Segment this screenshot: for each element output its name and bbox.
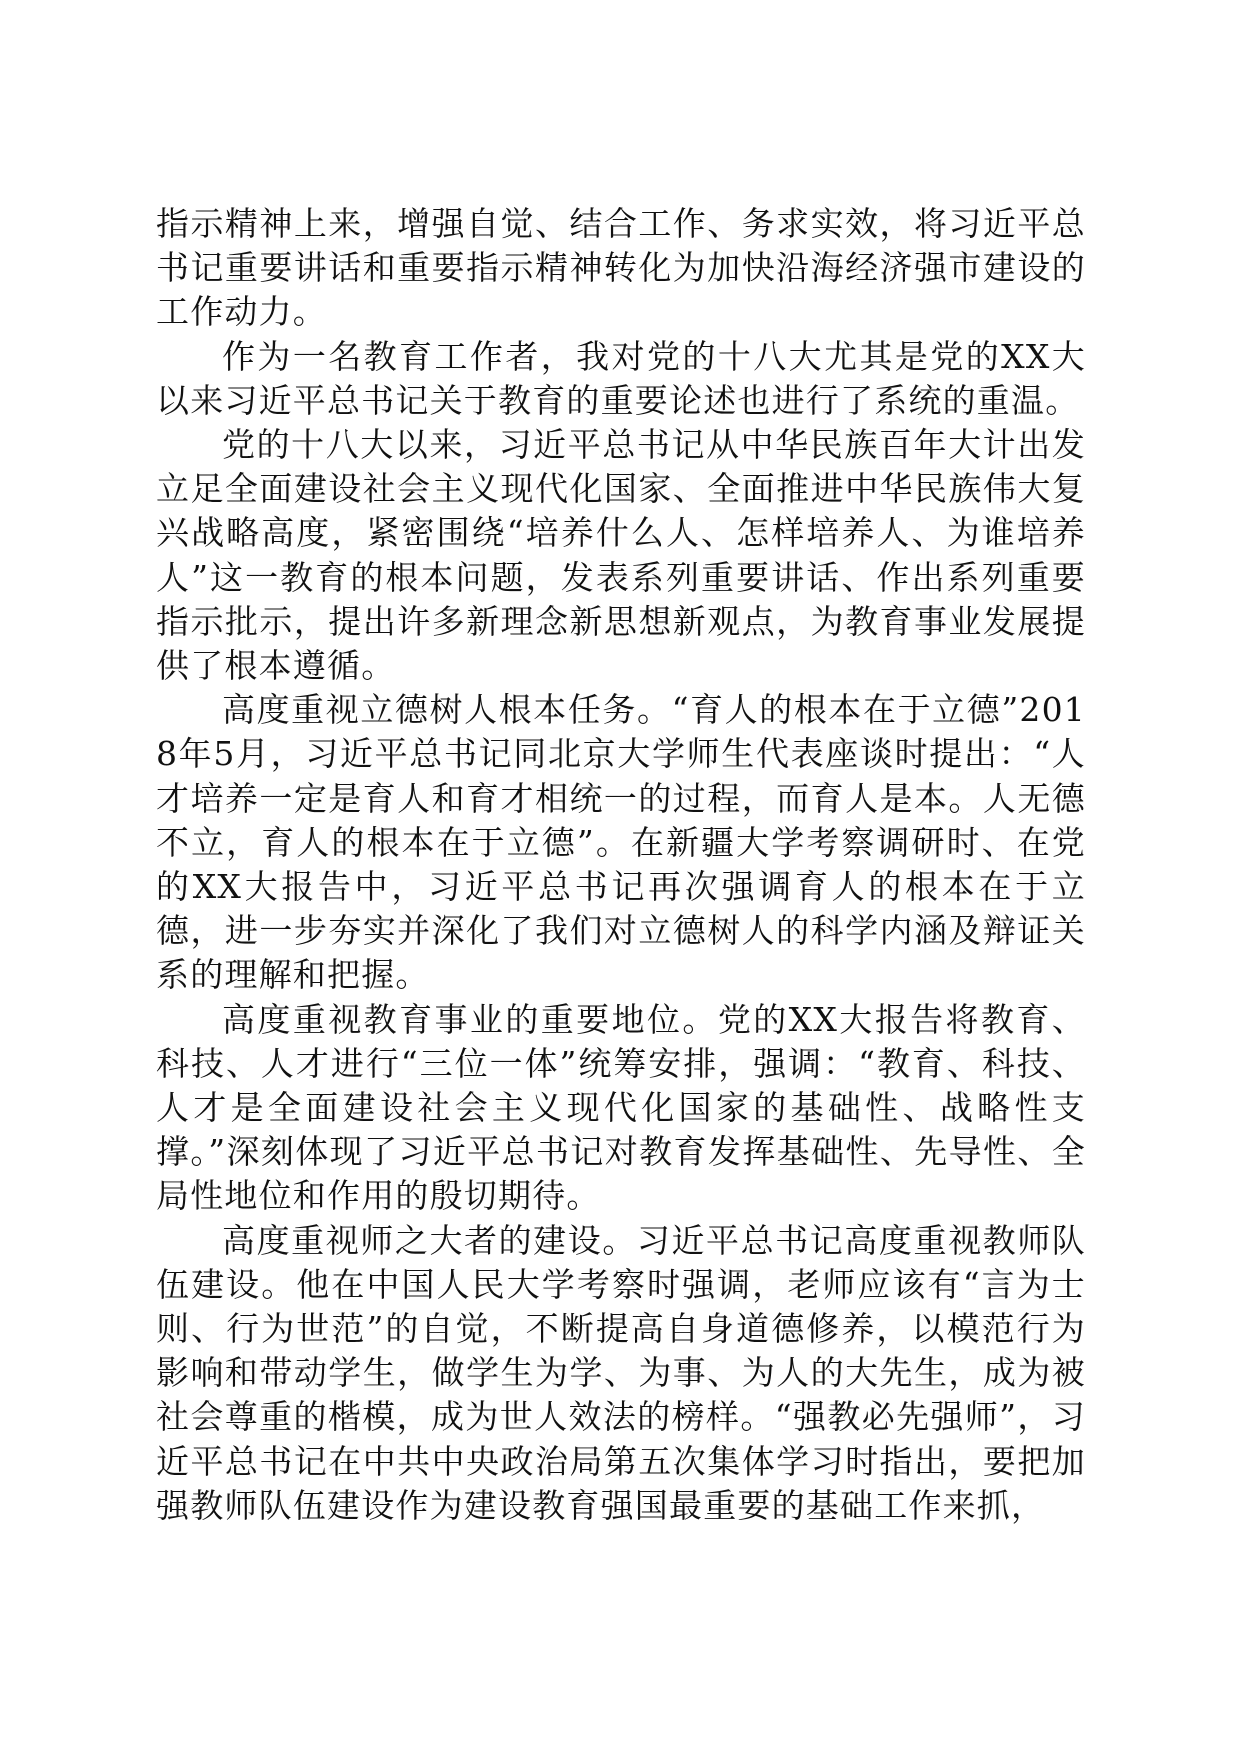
paragraph-educator-reflection: 作为一名教育工作者，我对党的十八大尤其是党的XX大以来习近平总书记关于教育的重要论述也进行了系统的重温。 (156, 336, 1086, 420)
document-body (156, 202, 1086, 1528)
paragraph-education-status: 高度重视教育事业的重要地位。党的XX大报告将教育、科技、人才进行“三位一体”统筹安排，强调：“教育、科技、人才是全面建设社会主义现代化国家的基础性、战略性支撑。”深刻体现了习近平总书记对教育发挥基础性、先导性、全局性地位和作用的殷切期待。 (156, 999, 1086, 1216)
paragraph-teacher-development: 高度重视师之大者的建设。习近平总书记高度重视教师队伍建设。他在中国人民大学考察时强调，老师应该有“言为士则、行为世范”的自觉，不断提高自身道德修养，以模范行为影响和带动学生，做学生为学、为事、为人的大先生，成为被社会尊重的楷模，成为世人效法的榜样。“强教必先强师”，习近平总书记在中共中央政治局第五次集体学习时指出，要把加强教师队伍建设作为建设教育强国最重要的基础工作来抓， (156, 1220, 1086, 1525)
paragraph-continuation: 指示精神上来，增强自觉、结合工作、务求实效，将习近平总书记重要讲话和重要指示精神转化为加快沿海经济强市建设的工作动力。 (156, 204, 1086, 332)
paragraph-moral-education: 高度重视立德树人根本任务。“育人的根本在于立德”2018年5月，习近平总书记同北京大学师生代表座谈时提出：“人才培养一定是育人和育才相统一的过程，而育人是本。人无德不立，育人的根本在于立德”。在新疆大学考察调研时、在党的XX大报告中，习近平总书记再次强调育人的根本在于立德，进一步夯实并深化了我们对立德树人的科学内涵及辩证关系的理解和把握。 (156, 690, 1086, 995)
paragraph-since-18th-congress: 党的十八大以来，习近平总书记从中华民族百年大计出发立足全面建设社会主义现代化国家、全面推进中华民族伟大复兴战略高度，紧密围绕“培养什么人、怎样培养人、为谁培养人”这一教育的根本问题，发表系列重要讲话、作出系列重要指示批示，提出许多新理念新思想新观点，为教育事业发展提供了根本遵循。 (156, 425, 1086, 686)
